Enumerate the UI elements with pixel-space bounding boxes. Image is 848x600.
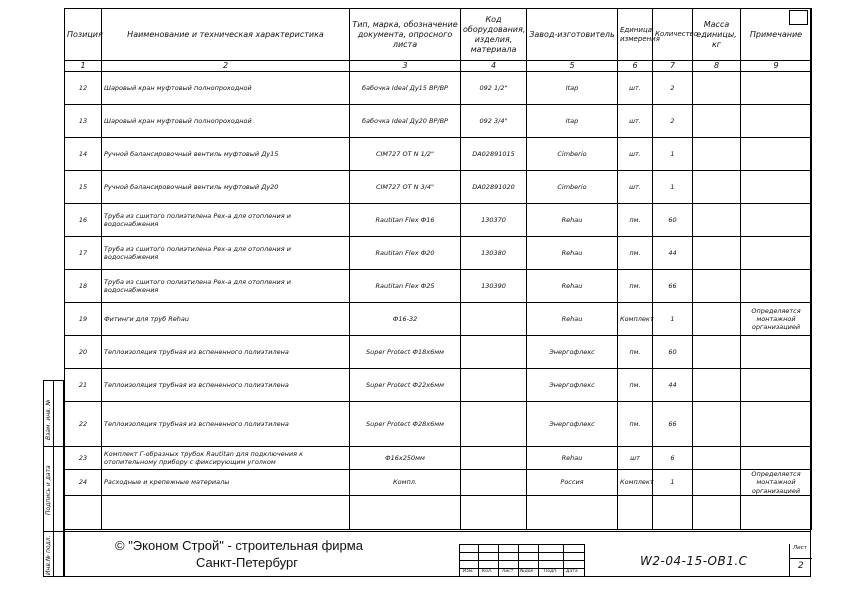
cell-unit: пм.: [618, 237, 653, 270]
cell-name: Труба из сшитого полиэтилена Pex-a для отопления и водоснабжения: [102, 270, 350, 303]
cell-unit: пм.: [618, 270, 653, 303]
cell-note: [741, 369, 812, 402]
header-unit: Единица измерения: [618, 9, 653, 61]
cell-mass: [693, 496, 741, 530]
cell-pos: [65, 496, 102, 530]
header-mass: Масса единицы, кг: [693, 9, 741, 61]
cell-type: Rautitan Flex Ф25: [350, 270, 461, 303]
cell-mass: [693, 447, 741, 470]
specification-table: [64, 8, 812, 530]
cell-code: 130380: [461, 237, 527, 270]
cell-qty: 60: [653, 336, 693, 369]
grid-line: [518, 544, 519, 577]
sheet-divider: [790, 558, 812, 559]
cell-mass: [693, 270, 741, 303]
colnum-2: 2: [102, 61, 350, 72]
cell-code: [461, 447, 527, 470]
cell-code: DA02891020: [461, 171, 527, 204]
cell-qty: 1: [653, 171, 693, 204]
cell-unit: шт: [618, 447, 653, 470]
table-row: [65, 270, 812, 303]
header-type: Тип, марка, обозначение документа, опросного листа: [350, 9, 461, 61]
cell-qty: 6: [653, 447, 693, 470]
cell-mass: [693, 470, 741, 496]
cell-qty: 2: [653, 105, 693, 138]
rev-col-izm: Изм.: [463, 569, 474, 574]
cell-type: Super Protect Ф18х6мм: [350, 336, 461, 369]
cell-pos: 15: [65, 171, 102, 204]
cell-type: [350, 496, 461, 530]
header-name: Наименование и техническая характеристика: [102, 9, 350, 61]
cell-type: Компл.: [350, 470, 461, 496]
cell-pos: 18: [65, 270, 102, 303]
colnum-3: 3: [350, 61, 461, 72]
firm-city: Санкт-Петербург: [196, 555, 298, 570]
cell-note: [741, 336, 812, 369]
header-row: [65, 9, 812, 61]
table-row: [65, 496, 812, 530]
cell-name: [102, 496, 350, 530]
cell-type: Ф16х250мм: [350, 447, 461, 470]
grid-line: [498, 544, 499, 577]
cell-pos: 20: [65, 336, 102, 369]
cell-maker: Rehau: [527, 447, 618, 470]
cell-qty: 2: [653, 72, 693, 105]
cell-mass: [693, 138, 741, 171]
cell-type: CIM727 OT N 1/2": [350, 138, 461, 171]
side-label-podp-data: Подпись и дата: [45, 465, 52, 515]
colnum-9: 9: [741, 61, 812, 72]
cell-maker: Энергофлекс: [527, 336, 618, 369]
colnum-7: 7: [653, 61, 693, 72]
table-row: [65, 369, 812, 402]
cell-mass: [693, 105, 741, 138]
table-row: [65, 171, 812, 204]
cell-qty: 66: [653, 270, 693, 303]
cell-name: Ручной балансировочный вентиль муфтовый Ду20: [102, 171, 350, 204]
cell-unit: пм.: [618, 402, 653, 447]
cell-maker: Cimberio: [527, 171, 618, 204]
cell-maker: Cimberio: [527, 138, 618, 171]
header-quantity: Количество: [653, 9, 693, 61]
cell-pos: 19: [65, 303, 102, 336]
revision-grid: [459, 544, 584, 577]
cell-pos: 23: [65, 447, 102, 470]
cell-type: Ф16-32: [350, 303, 461, 336]
cell-pos: 17: [65, 237, 102, 270]
table-row: [65, 237, 812, 270]
cell-unit: [618, 496, 653, 530]
cell-mass: [693, 171, 741, 204]
colnum-6: 6: [618, 61, 653, 72]
cell-code: [461, 303, 527, 336]
cell-qty: 44: [653, 237, 693, 270]
cell-qty: 1: [653, 303, 693, 336]
document-number-cell: [584, 544, 789, 577]
side-label-inv-podl: Инв.№ подл.: [45, 535, 52, 575]
cell-pos: 24: [65, 470, 102, 496]
cell-maker: Itap: [527, 105, 618, 138]
cell-unit: пм.: [618, 336, 653, 369]
table-row: [65, 402, 812, 447]
sheet-label: Лист: [793, 545, 807, 551]
cell-note: [741, 171, 812, 204]
header-code: Код оборудования, изделия, материала: [461, 9, 527, 61]
cell-code: 130370: [461, 204, 527, 237]
corner-box: [789, 10, 808, 25]
cell-maker: Энергофлекс: [527, 402, 618, 447]
rev-col-podp: Подп.: [544, 569, 558, 574]
cell-name: Комплект Г-образных трубок Rautitan для подключения к отопительному прибору с фиксирующим уголком: [102, 447, 350, 470]
cell-maker: Энергофлекс: [527, 369, 618, 402]
side-stamp-line: [43, 531, 64, 532]
cell-code: [461, 369, 527, 402]
cell-note: Определяется монтажной организацией: [741, 470, 812, 496]
cell-name: Теплоизоляция трубная из вспененного полиэтилена: [102, 336, 350, 369]
cell-type: Rautitan Flex Ф20: [350, 237, 461, 270]
cell-code: [461, 402, 527, 447]
cell-mass: [693, 369, 741, 402]
table-row: [65, 336, 812, 369]
table-row: [65, 303, 812, 336]
cell-unit: шт.: [618, 138, 653, 171]
cell-qty: 44: [653, 369, 693, 402]
cell-unit: шт.: [618, 171, 653, 204]
grid-line: [538, 544, 539, 577]
cell-note: [741, 496, 812, 530]
cell-mass: [693, 237, 741, 270]
cell-name: Шаровый кран муфтовый полнопроходной: [102, 105, 350, 138]
header-position: Позиция: [65, 9, 102, 61]
cell-qty: 66: [653, 402, 693, 447]
cell-code: 130390: [461, 270, 527, 303]
cell-type: Rautitan Flex Ф16: [350, 204, 461, 237]
cell-name: Теплоизоляция трубная из вспененного полиэтилена: [102, 402, 350, 447]
cell-type: CIM727 OT N 3/4": [350, 171, 461, 204]
cell-code: 092 1/2": [461, 72, 527, 105]
rev-col-ndok: №док: [520, 569, 534, 574]
document-number: W2-04-15-ОВ1.С: [640, 554, 748, 568]
cell-mass: [693, 402, 741, 447]
cell-name: Труба из сшитого полиэтилена Pex-a для отопления и водоснабжения: [102, 237, 350, 270]
cell-note: [741, 270, 812, 303]
firm-name: © "Эконом Строй" - строительная фирма: [115, 538, 363, 553]
cell-code: DA02891015: [461, 138, 527, 171]
cell-name: Расходные и крепежные материалы: [102, 470, 350, 496]
rev-col-list: Лист: [502, 569, 514, 574]
cell-maker: Rehau: [527, 303, 618, 336]
cell-type: бабочка Ideal Ду20 ВР/ВР: [350, 105, 461, 138]
colnum-1: 1: [65, 61, 102, 72]
side-stamp-line: [43, 446, 64, 447]
cell-maker: [527, 496, 618, 530]
cell-code: [461, 496, 527, 530]
cell-pos: 12: [65, 72, 102, 105]
header-note: Примечание: [741, 9, 812, 61]
column-number-row: [65, 61, 812, 72]
rev-col-data: Дата: [566, 569, 578, 574]
sheet-number-cell: [789, 544, 811, 577]
cell-note: [741, 204, 812, 237]
cell-note: Определяется монтажной организацией: [741, 303, 812, 336]
colnum-8: 8: [693, 61, 741, 72]
cell-note: [741, 402, 812, 447]
cell-name: Теплоизоляция трубная из вспененного полиэтилена: [102, 369, 350, 402]
table-row: [65, 138, 812, 171]
cell-name: Труба из сшитого полиэтилена Pex-a для отопления и водоснабжения: [102, 204, 350, 237]
cell-note: [741, 447, 812, 470]
table-row: [65, 470, 812, 496]
side-stamp-divider: [53, 380, 54, 577]
header-maker: Завод-изготовитель: [527, 9, 618, 61]
side-label-inv-vzam: Взам. инв. №: [45, 399, 52, 440]
cell-maker: Itap: [527, 72, 618, 105]
cell-name: Фитинги для труб Rehau: [102, 303, 350, 336]
grid-line: [478, 544, 479, 577]
sheet-number: 2: [798, 561, 804, 571]
cell-mass: [693, 204, 741, 237]
table-row: [65, 72, 812, 105]
cell-pos: 21: [65, 369, 102, 402]
cell-qty: [653, 496, 693, 530]
cell-name: Ручной балансировочный вентиль муфтовый Ду15: [102, 138, 350, 171]
cell-code: 092 3/4": [461, 105, 527, 138]
cell-pos: 16: [65, 204, 102, 237]
cell-type: Super Protect Ф28х6мм: [350, 402, 461, 447]
cell-maker: Россия: [527, 470, 618, 496]
cell-mass: [693, 72, 741, 105]
cell-unit: пм.: [618, 369, 653, 402]
cell-unit: Комплект: [618, 303, 653, 336]
cell-note: [741, 72, 812, 105]
cell-unit: шт.: [618, 72, 653, 105]
cell-pos: 13: [65, 105, 102, 138]
table-row: [65, 105, 812, 138]
cell-note: [741, 105, 812, 138]
cell-mass: [693, 336, 741, 369]
cell-note: [741, 237, 812, 270]
cell-type: бабочка Ideal Ду15 ВР/ВР: [350, 72, 461, 105]
cell-qty: 60: [653, 204, 693, 237]
cell-pos: 14: [65, 138, 102, 171]
cell-note: [741, 138, 812, 171]
cell-unit: Комплект: [618, 470, 653, 496]
cell-qty: 1: [653, 470, 693, 496]
cell-maker: Rehau: [527, 204, 618, 237]
cell-code: [461, 336, 527, 369]
cell-maker: Rehau: [527, 270, 618, 303]
colnum-5: 5: [527, 61, 618, 72]
cell-code: [461, 470, 527, 496]
table-row: [65, 447, 812, 470]
cell-mass: [693, 303, 741, 336]
cell-name: Шаровый кран муфтовый полнопроходной: [102, 72, 350, 105]
cell-unit: шт.: [618, 105, 653, 138]
cell-pos: 22: [65, 402, 102, 447]
colnum-4: 4: [461, 61, 527, 72]
table-row: [65, 204, 812, 237]
cell-unit: пм.: [618, 204, 653, 237]
grid-line: [563, 544, 564, 577]
cell-maker: Rehau: [527, 237, 618, 270]
cell-qty: 1: [653, 138, 693, 171]
rev-col-kol: Кол.: [482, 569, 493, 574]
cell-type: Super Protect Ф22х6мм: [350, 369, 461, 402]
